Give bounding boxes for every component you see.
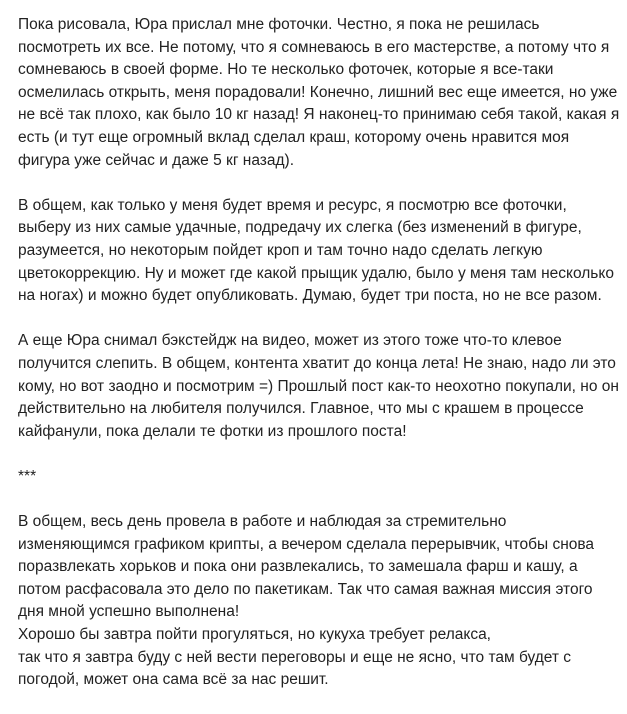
- paragraph-line: получится слепить. В общем, контента хватит до конца лета! Не знаю, надо ли это: [18, 354, 616, 372]
- paragraph-line: осмелилась открыть, меня порадовали! Конечно, лишний вес еще имеется, но уже: [18, 83, 618, 101]
- paragraph-line: дня мной успешно выполнена!: [18, 603, 240, 621]
- paragraph-line: потом расфасовала это дело по пакетикам. Так что самая важная миссия этого: [18, 580, 593, 598]
- paragraph-line: разумеется, но некоторым пойдет кроп и там точно надо сделать легкую: [18, 241, 543, 259]
- paragraph-2: [18, 195, 619, 308]
- paragraph-line: кому, но вот заодно и посмотрим =) Прошлый пост как-то неохотно покупали, но он: [18, 377, 619, 395]
- paragraph-line: посмотреть их все. Не потому, что я сомневаюсь в его мастерстве, а потому что я: [18, 38, 610, 56]
- paragraph-line: Пока рисовала, Юра прислал мне фоточки. Честно, я пока не решилась: [18, 16, 540, 33]
- paragraph-line: сомневаюсь в своей форме. Но те несколько фоточек, которые я все-таки: [18, 61, 554, 79]
- paragraph-line: выберу из них самые удачные, подредачу их слегка (без изменений в фигуре,: [18, 219, 582, 237]
- paragraph-line: есть (и тут еще огромный вклад сделал краш, которому очень нравится моя: [18, 128, 570, 146]
- paragraph-line: цветокоррекцию. Ну и может где какой прыщик удалю, было у меня там несколько: [18, 264, 614, 282]
- paragraph-line: на ногах) и можно будет опубликовать. Думаю, будет три поста, но не все разом.: [18, 287, 602, 305]
- paragraph-line: действительно на любителя получился. Главное, что мы с крашем в процессе: [18, 400, 584, 418]
- paragraph-4: [18, 511, 619, 692]
- paragraph-line: кайфанули, пока делали те фотки из прошлого поста!: [18, 422, 407, 440]
- paragraph-line: поразвлекать хорьков и пока они развлекались, то замешала фарш и кашу, а: [18, 558, 578, 576]
- paragraph-line: Хорошо бы завтра пойти прогуляться, но кукуха требует релакса,: [18, 626, 491, 644]
- paragraph-line: фигура уже сейчас и даже 5 кг назад).: [18, 151, 295, 169]
- paragraph-line: изменяющимся графиком крипты, а вечером сделала перерывчик, чтобы снова: [18, 535, 595, 553]
- section-separator: ***: [18, 467, 37, 485]
- paragraph-line: В общем, весь день провела в работе и наблюдая за стремительно: [18, 513, 507, 531]
- paragraph-1: [18, 14, 619, 172]
- paragraph-line: так что я завтра буду с ней вести переговоры и еще не ясно, что там будет с: [18, 648, 572, 666]
- paragraph-line: не всё так плохо, как было 10 кг назад! Я наконец-то принимаю себя такой, какая я: [18, 106, 620, 124]
- paragraph-3: [18, 330, 619, 443]
- paragraph-line: погодой, может она сама всё за нас решит.: [18, 671, 329, 689]
- paragraph-line: А еще Юра снимал бэкстейдж на видео, может из этого тоже что-то клевое: [18, 332, 562, 350]
- paragraph-line: В общем, как только у меня будет время и ресурс, я посмотрю все фоточки,: [18, 196, 567, 214]
